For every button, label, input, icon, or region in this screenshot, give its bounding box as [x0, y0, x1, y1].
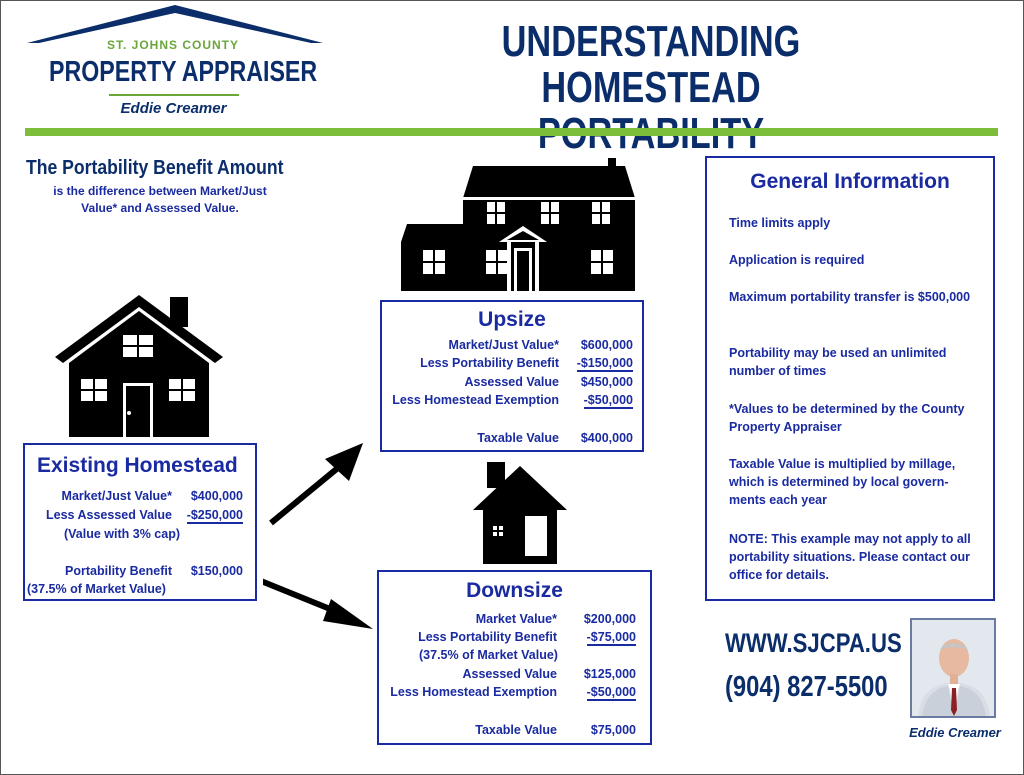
logo-person: Eddie Creamer: [120, 100, 227, 117]
person-portrait-icon: [912, 620, 996, 718]
existing-title: Existing Homestead: [37, 454, 238, 477]
upsize-exemption-value: -$50,000: [583, 393, 633, 407]
logo-divider: [109, 94, 239, 96]
info-item: NOTE: This example may not apply to all portability situations. Please contact our office for details.: [729, 532, 971, 582]
existing-homestead-panel: [23, 443, 257, 601]
upsize-taxable-value: $400,000: [580, 431, 633, 445]
downsize-market-value: $200,000: [583, 612, 636, 626]
downsize-taxable-label: Taxable Value: [475, 723, 557, 737]
general-info-panel: [705, 156, 995, 601]
appraiser-photo: [910, 618, 996, 718]
existing-house-icon: [53, 295, 225, 437]
upsize-title: Upsize: [478, 308, 546, 331]
upsize-benefit-label: Less Portability Benefit: [420, 356, 559, 370]
header-divider: [25, 128, 998, 136]
existing-benefit-label: Portability Benefit: [65, 564, 172, 578]
info-item: Portability may be used an unlimited number of times: [729, 346, 947, 378]
photo-caption: Eddie Creamer: [909, 725, 1001, 740]
flow-arrows: [263, 439, 373, 631]
upsize-taxable-label: Taxable Value: [477, 431, 559, 445]
page-title: [433, 19, 870, 157]
downsize-title: Downsize: [466, 579, 563, 602]
info-item: Time limits apply: [729, 216, 831, 230]
phone-number: (904) 827-5500: [725, 671, 888, 703]
benefit-heading: The Portability Benefit Amount: [26, 157, 284, 179]
title-line-1: UNDERSTANDING HOMESTEAD: [501, 17, 801, 112]
existing-market-label: Market/Just Value*: [61, 489, 172, 503]
general-info-title: General Information: [750, 170, 950, 193]
info-item: *Values to be determined by the County Property Appraiser: [729, 402, 965, 434]
upsize-market-label: Market/Just Value*: [448, 338, 559, 352]
existing-benefit-value: $150,000: [190, 564, 243, 578]
logo-name: PROPERTY APPRAISER: [49, 56, 318, 88]
arrow-up-icon: [271, 443, 363, 523]
existing-assessed-value: -$250,000: [186, 508, 243, 522]
upsize-assessed-label: Assessed Value: [464, 375, 559, 389]
downsize-market-label: Market Value*: [475, 612, 557, 626]
downsize-benefit-label: Less Portability Benefit: [418, 630, 557, 644]
logo-roof-icon: [25, 3, 325, 43]
upsize-assessed-value: $450,000: [580, 375, 633, 389]
upsize-panel: [380, 300, 644, 452]
benefit-text: is the difference between Market/Just Value* and Assessed Value.: [53, 184, 267, 215]
upsize-house-icon: [399, 156, 639, 291]
existing-benefit-note: (37.5% of Market Value): [27, 582, 166, 596]
downsize-assessed-label: Assessed Value: [462, 667, 557, 681]
downsize-benefit-note: (37.5% of Market Value): [419, 648, 558, 662]
upsize-exemption-label: Less Homestead Exemption: [392, 393, 559, 407]
downsize-exemption-value: -$50,000: [586, 685, 636, 699]
info-item: Application is required: [729, 253, 865, 267]
logo-county: ST. JOHNS COUNTY: [106, 38, 239, 52]
upsize-market-value: $600,000: [580, 338, 633, 352]
existing-market-value: $400,000: [190, 489, 243, 503]
downsize-assessed-value: $125,000: [583, 667, 636, 681]
existing-assessed-label: Less Assessed Value: [45, 508, 172, 522]
downsize-panel: [377, 570, 652, 745]
website-link[interactable]: WWW.SJCPA.US: [725, 628, 902, 658]
info-item: Taxable Value is multiplied by millage, which is determined by local govern-ments each year: [729, 457, 956, 507]
downsize-house-icon: [473, 460, 567, 564]
info-item: Maximum portability transfer is $500,000: [729, 290, 971, 304]
upsize-benefit-value: -$150,000: [576, 356, 633, 370]
downsize-exemption-label: Less Homestead Exemption: [390, 685, 557, 699]
arrow-down-icon: [263, 581, 373, 629]
existing-cap-note: (Value with 3% cap): [64, 527, 181, 541]
downsize-taxable-value: $75,000: [590, 723, 636, 737]
downsize-benefit-value: -$75,000: [586, 630, 636, 644]
